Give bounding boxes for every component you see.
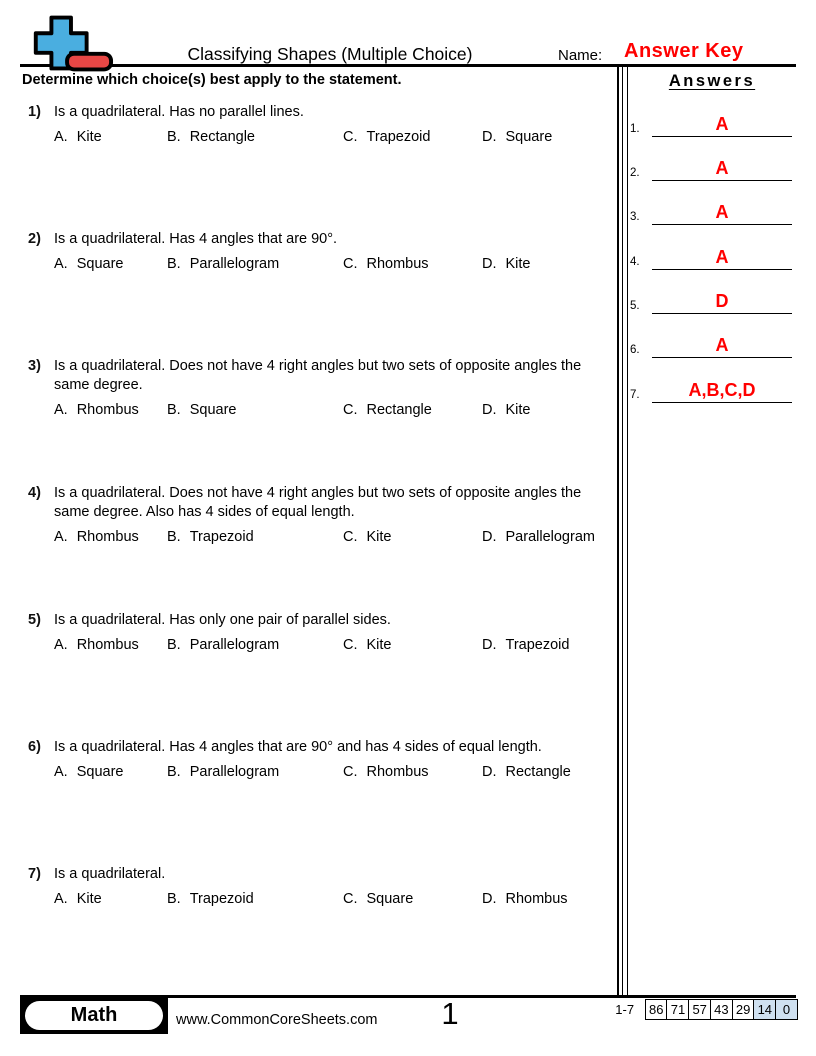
answer-blank-line: A,B,C,D: [652, 378, 792, 403]
option-d: D. Trapezoid: [482, 637, 570, 653]
question-number: 6): [28, 739, 41, 755]
option-b: B. Rectangle: [167, 129, 255, 145]
option-c: C. Trapezoid: [343, 129, 431, 145]
answer-row-2: [630, 156, 792, 181]
question-5: [28, 611, 612, 654]
option-a: A. Square: [54, 764, 124, 780]
answers-panel: [628, 68, 796, 993]
question-text: Is a quadrilateral. Has no parallel lines.: [54, 104, 304, 120]
questions-area: [28, 68, 613, 993]
subject-badge-label: Math: [25, 1001, 163, 1030]
page-number: 1: [441, 996, 459, 1031]
option-c: C. Rectangle: [343, 402, 432, 418]
answer-blank-line: A: [652, 245, 792, 270]
question-number: 7): [28, 866, 41, 882]
option-d: D. Kite: [482, 402, 531, 418]
question-1: [28, 103, 612, 146]
option-a: A. Rhombus: [54, 529, 139, 545]
question-3: [28, 357, 612, 419]
option-b: B. Trapezoid: [167, 529, 254, 545]
question-2: [28, 230, 612, 273]
score-range-label: 1-7: [615, 1002, 635, 1017]
question-options: [54, 763, 612, 781]
website-url: www.CommonCoreSheets.com: [176, 1012, 378, 1028]
page-title: Classifying Shapes (Multiple Choice): [187, 44, 473, 64]
answer-number: 7.: [630, 389, 640, 401]
answers-panel-title: Answers: [668, 72, 756, 90]
option-c: C. Square: [343, 891, 414, 907]
option-b: B. Square: [167, 402, 237, 418]
option-d: D. Kite: [482, 256, 531, 272]
answer-number: 3.: [630, 211, 640, 223]
answer-blank-line: D: [652, 289, 792, 314]
answer-number: 5.: [630, 300, 640, 312]
option-d: D. Parallelogram: [482, 529, 595, 545]
answer-number: 6.: [630, 344, 640, 356]
score-cell: 43: [710, 999, 733, 1020]
answer-blank-line: A: [652, 333, 792, 358]
question-options: [54, 401, 612, 419]
question-number: 2): [28, 231, 41, 247]
subject-badge: [20, 997, 168, 1034]
answer-row-6: [630, 333, 792, 358]
option-a: A. Rhombus: [54, 402, 139, 418]
answer-row-1: [630, 112, 792, 137]
option-a: A. Kite: [54, 891, 102, 907]
option-c: C. Rhombus: [343, 256, 429, 272]
option-b: B. Parallelogram: [167, 764, 280, 780]
name-label: Name:: [558, 47, 603, 64]
answer-blank-line: A: [652, 200, 792, 225]
option-a: A. Rhombus: [54, 637, 139, 653]
question-text: Is a quadrilateral. Does not have 4 right angles but two sets of opposite angles the same degree. Also has 4 sides of equal length.: [54, 485, 582, 520]
question-text: Is a quadrilateral. Has 4 angles that are 90°.: [54, 231, 338, 247]
option-b: B. Parallelogram: [167, 256, 280, 272]
question-number: 3): [28, 358, 41, 374]
option-b: B. Trapezoid: [167, 891, 254, 907]
answer-blank-line: A: [652, 156, 792, 181]
question-number: 5): [28, 612, 41, 628]
header-divider-line: [20, 64, 796, 67]
option-a: A. Square: [54, 256, 124, 272]
question-text: Is a quadrilateral. Does not have 4 right angles but two sets of opposite angles the same degree.: [54, 358, 582, 393]
answer-row-3: [630, 200, 792, 225]
score-cell-highlighted: 0: [775, 999, 798, 1020]
option-c: C. Kite: [343, 529, 392, 545]
answer-row-5: [630, 289, 792, 314]
score-strip: [615, 999, 798, 1020]
answer-number: 1.: [630, 123, 640, 135]
question-options: [54, 636, 612, 654]
question-7: [28, 865, 612, 908]
option-d: D. Rectangle: [482, 764, 571, 780]
option-d: D. Square: [482, 129, 553, 145]
option-d: D. Rhombus: [482, 891, 568, 907]
answer-number: 2.: [630, 167, 640, 179]
score-cell: 86: [645, 999, 668, 1020]
question-number: 4): [28, 485, 41, 501]
option-a: A. Kite: [54, 129, 102, 145]
score-cell: 71: [666, 999, 689, 1020]
option-c: C. Kite: [343, 637, 392, 653]
score-cell-highlighted: 14: [753, 999, 776, 1020]
commoncoresheets-plus-minus-logo-icon: [26, 14, 114, 74]
answer-row-7: [630, 378, 792, 403]
question-text: Is a quadrilateral.: [54, 866, 166, 882]
score-cell: 29: [732, 999, 755, 1020]
question-options: [54, 528, 612, 546]
answer-row-4: [630, 245, 792, 270]
answer-blank-line: A: [652, 112, 792, 137]
question-4: [28, 484, 612, 546]
name-value-answer-key: Answer Key: [624, 40, 744, 62]
questions-right-border-line: [617, 67, 619, 996]
answer-number: 4.: [630, 256, 640, 268]
instruction-text: Determine which choice(s) best apply to the statement.: [22, 72, 402, 88]
question-number: 1): [28, 104, 41, 120]
question-text: Is a quadrilateral. Has 4 angles that are 90° and has 4 sides of equal length.: [54, 739, 542, 755]
option-c: C. Rhombus: [343, 764, 429, 780]
question-text: Is a quadrilateral. Has only one pair of parallel sides.: [54, 612, 391, 628]
question-options: [54, 128, 612, 146]
score-cell: 57: [688, 999, 711, 1020]
question-options: [54, 890, 612, 908]
question-6: [28, 738, 612, 781]
option-b: B. Parallelogram: [167, 637, 280, 653]
question-options: [54, 255, 612, 273]
